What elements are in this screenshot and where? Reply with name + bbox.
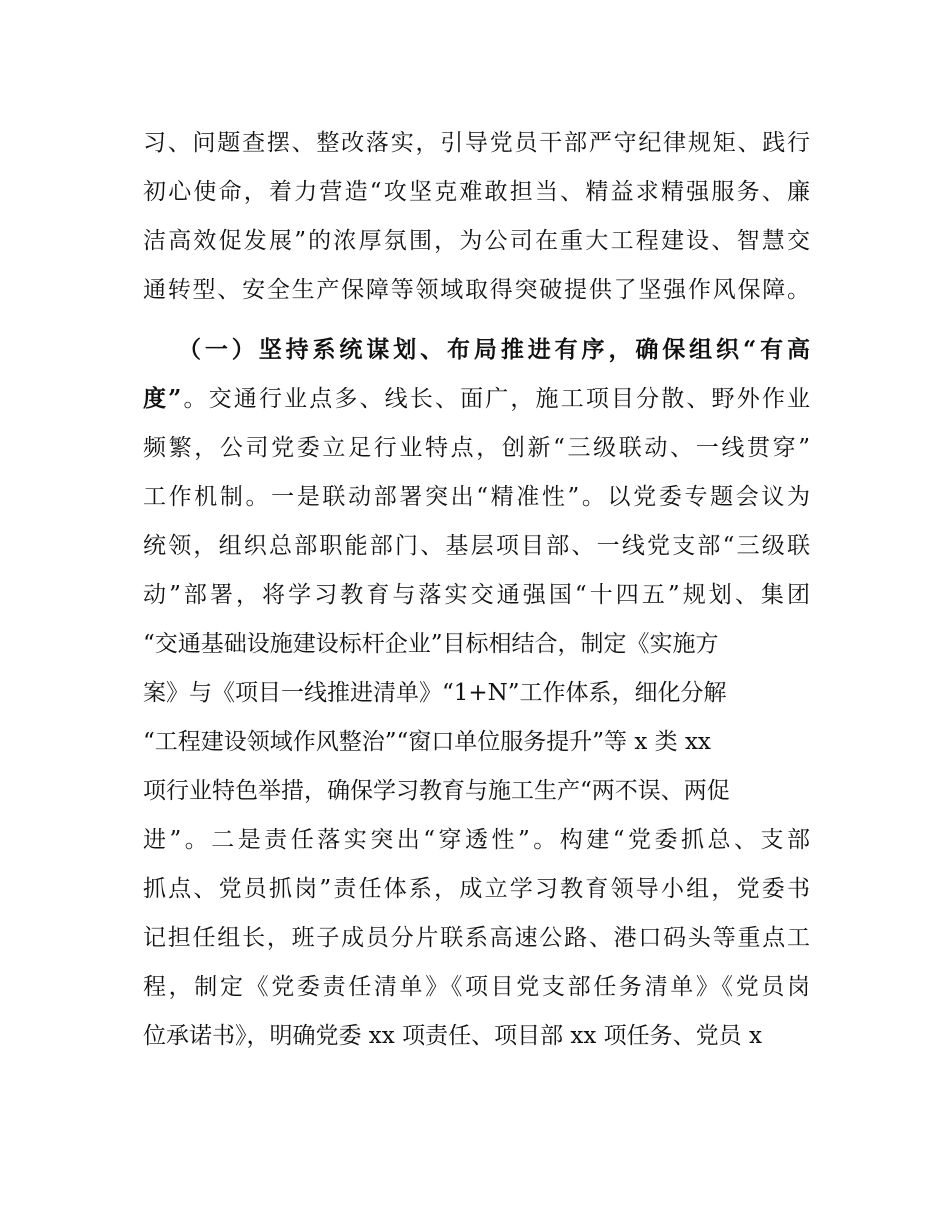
text: 项行业特色举措，确保学习教育与施工生产“两不误、两促	[143, 778, 730, 804]
paragraph-line	[143, 223, 810, 259]
paragraph-line	[143, 381, 810, 417]
paragraph-line	[143, 675, 810, 711]
bold-text: （一）坚持系统谋划、布局推进有序，确保组织“有高	[178, 336, 810, 363]
text: 洁高效促发展”的浓厚氛围，为公司在重大工程建设、智慧交	[143, 228, 810, 254]
paragraph-line	[143, 528, 810, 564]
text: 习、问题查摆、整改落实，引导党员干部严守纪律规矩、践行	[143, 130, 810, 156]
paragraph-line	[143, 871, 810, 907]
text: 抓点、党员抓岗”责任体系，成立学习教育领导小组，党委书	[143, 876, 810, 902]
paragraph-line	[143, 430, 810, 466]
paragraph-line	[143, 773, 810, 809]
text: “工程建设领域作风整治”“窗口单位服务提升”等 x 类 xx	[143, 729, 711, 755]
paragraph-line	[143, 272, 810, 308]
bold-text: 度”	[143, 385, 182, 412]
text: 工作机制。一是联动部署突出“精准性”。以党委专题会议为	[143, 484, 810, 510]
text: 程，制定《党委责任清单》《项目党支部任务清单》《党员岗	[143, 974, 810, 1000]
paragraph-line	[143, 174, 810, 210]
paragraph-line	[143, 1018, 810, 1054]
text: 位承诺书》，明确党委 xx 项责任、项目部 xx 项任务、党员 x	[143, 1023, 762, 1049]
paragraph-line	[143, 479, 810, 515]
paragraph-line	[143, 577, 810, 613]
section-heading	[178, 332, 810, 368]
text: 频繁，公司党委立足行业特点，创新“三级联动、一线贯穿”	[143, 435, 810, 461]
paragraph-line	[143, 920, 810, 956]
text: 统领，组织总部职能部门、基层项目部、一线党支部“三级联	[143, 533, 810, 559]
paragraph-line	[143, 822, 810, 858]
paragraph-line	[143, 724, 810, 760]
text: “交通基础设施建设标杆企业”目标相结合，制定《实施方	[143, 631, 719, 657]
text: 。交通行业点多、线长、面广，施工项目分散、野外作业	[181, 386, 810, 412]
paragraph-line	[143, 969, 810, 1005]
text: 动”部署，将学习教育与落实交通强国“十四五”规划、集团	[143, 582, 810, 608]
paragraph-line	[143, 626, 810, 662]
text: 记担任组长，班子成员分片联系高速公路、港口码头等重点工	[143, 925, 810, 951]
text: 通转型、安全生产保障等领域取得突破提供了坚强作风保障。	[143, 277, 810, 303]
text: 进”。二是责任落实突出“穿透性”。构建“党委抓总、支部	[143, 827, 810, 853]
text: 初心使命，着力营造“攻坚克难敢担当、精益求精强服务、廉	[143, 179, 810, 205]
paragraph-line	[143, 125, 810, 161]
text: 案》与《项目一线推进清单》“1+N”工作体系，细化分解	[143, 680, 727, 706]
